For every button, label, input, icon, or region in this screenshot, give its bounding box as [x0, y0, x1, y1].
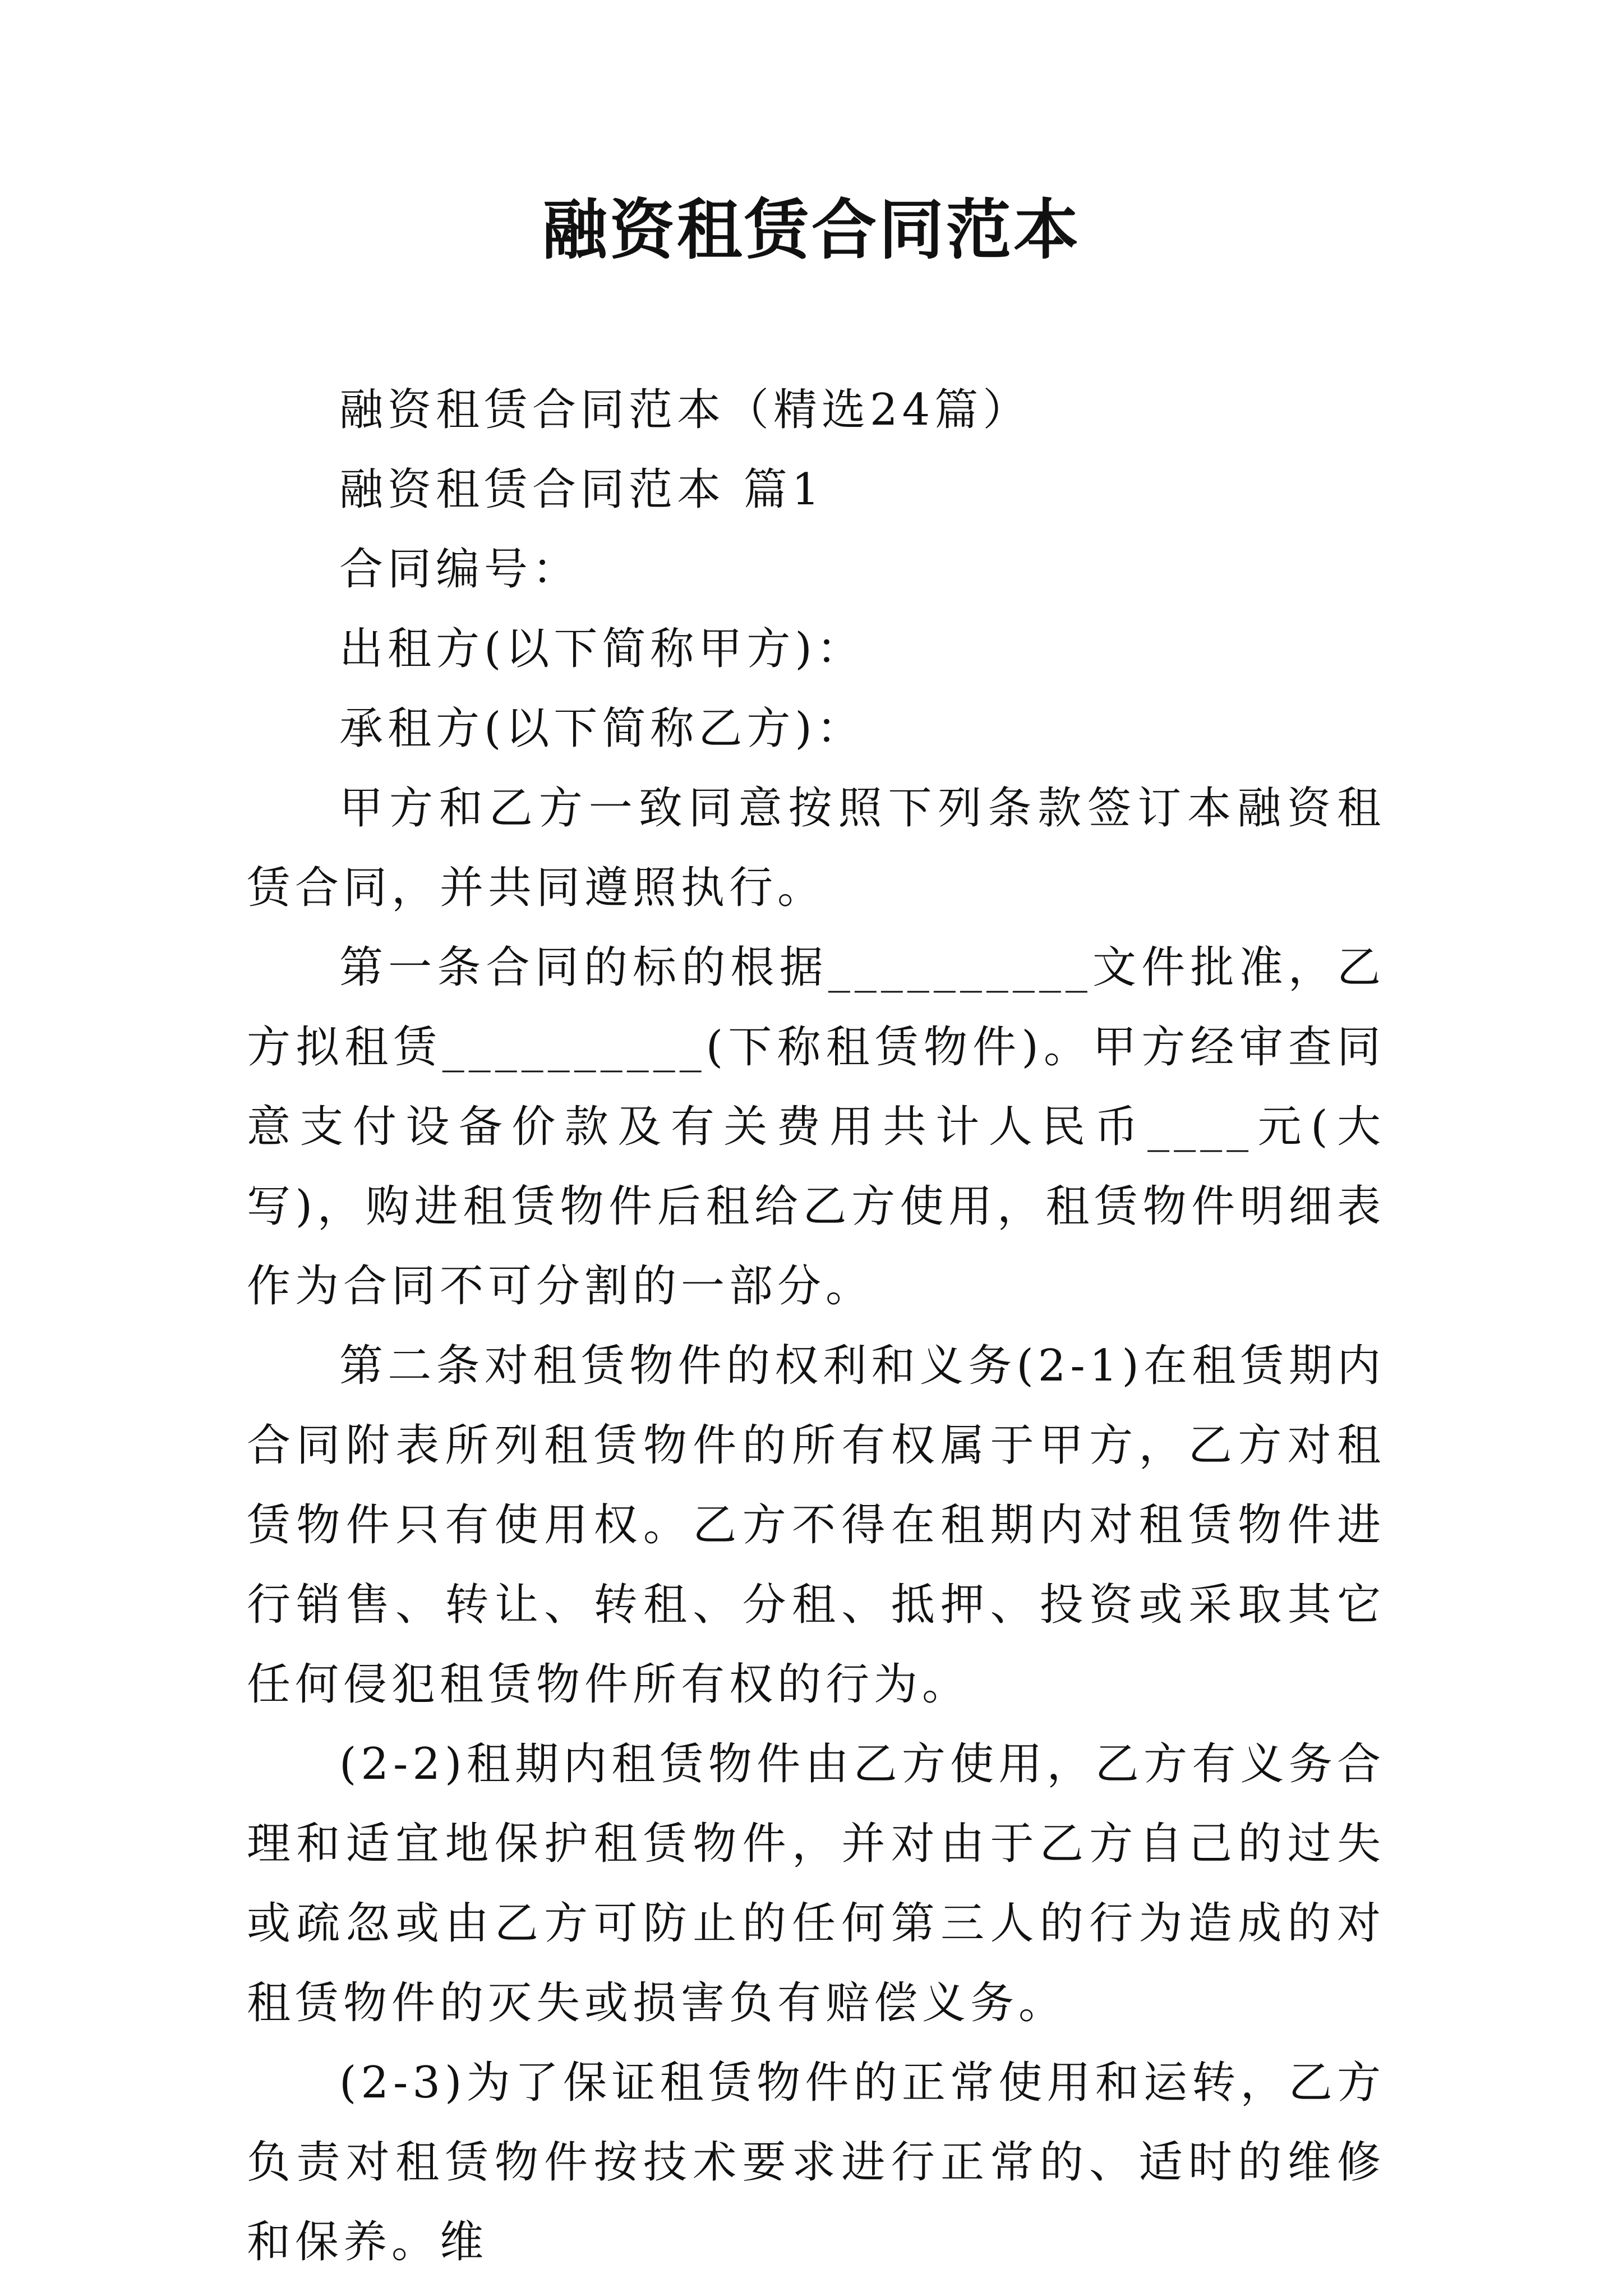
document-title: 融资租赁合同范本 [542, 192, 1081, 268]
paragraph-article-1: 第一条合同的标的根据__________文件批准，乙方拟租赁__________(下称租赁物件)。甲方经审查同意支付设备价款及有关费用共计人民币____元(大写)，购进租赁物件后租给乙方使用，租赁物件明细表作为合同不可分割的一部分。 [247, 942, 1385, 1312]
paragraph-article-2-3: (2-3)为了保证租赁物件的正常使用和运转，乙方负责对租赁物件按技术要求进行正常的、适时的维修和保养。维 [247, 2058, 1385, 2267]
paragraph-agreement: 甲方和乙方一致同意按照下列条款签订本融资租赁合同，并共同遵照执行。 [247, 783, 1385, 913]
document-body [247, 370, 1385, 2282]
document-subtitle: 融资租赁合同范本（精选24篇） [339, 385, 1031, 435]
section-heading: 融资租赁合同范本 篇1 [339, 464, 824, 515]
paragraph-article-2-1: 第二条对租赁物件的权利和义务(2-1)在租赁期内合同附表所列租赁物件的所有权属于甲方，乙方对租赁物件只有使用权。乙方不得在租期内对租赁物件进行销售、转让、转租、分租、抵押、投资或采取其它任何侵犯租赁物件所有权的行为。 [247, 1341, 1385, 1710]
contract-number-label: 合同编号： [339, 544, 581, 595]
lessor-label: 出租方(以下简称甲方)： [339, 624, 865, 674]
lessee-label: 承租方(以下简称乙方)： [339, 703, 865, 754]
paragraph-article-2-2: (2-2)租期内租赁物件由乙方使用，乙方有义务合理和适宜地保护租赁物件，并对由于乙方自己的过失或疏忽或由乙方可防止的任何第三人的行为造成的对租赁物件的灭失或损害负有赔偿义务。 [247, 1739, 1385, 2028]
